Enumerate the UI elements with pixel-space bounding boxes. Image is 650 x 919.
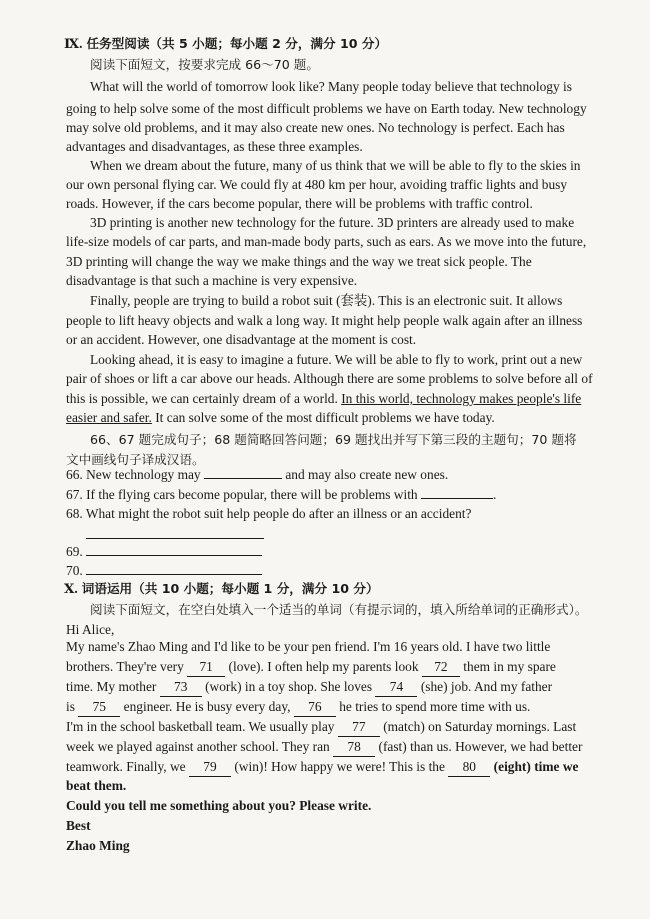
letter-text: (she) job. And my father (420, 679, 553, 694)
letter-text: he tries to spend more time with us. (339, 699, 531, 714)
answer-blank-69[interactable] (86, 543, 262, 556)
section-10-number: Ⅹ. (64, 581, 78, 596)
section-9-heading (64, 35, 387, 53)
passage-line: Looking ahead, it is easy to imagine a future. We will be able to fly to work, print out a new (90, 352, 583, 367)
letter-signature: Zhao Ming (66, 838, 130, 853)
passage-line: 3D printing will change the way we make things and the way we treat sick people. The (66, 254, 532, 269)
letter-line: My name's Zhao Ming and I'd like to be your pen friend. I'm 16 years old. I have two little (66, 639, 551, 654)
section-10-title: 词语运用（共 10 小题；每小题 1 分，满分 10 分） (81, 581, 379, 596)
question-70-number: 70. (66, 563, 83, 578)
letter-line (66, 698, 530, 717)
passage-line: our own personal flying car. We could fly at 480 km per hour, avoiding traffic lights and busy (66, 177, 568, 192)
passage-line: disadvantage is that such a machine is very expensive. (66, 273, 358, 288)
letter-text: I'm in the school basketball team. We usually play (66, 719, 335, 734)
letter-text: (fast) than us. However, we had better (378, 739, 583, 754)
letter-text: brothers. They're very (66, 659, 184, 674)
question-66-text-end: and may also create new ones. (285, 467, 449, 482)
letter-text: (win)! How happy we were! This is the (234, 759, 445, 774)
letter-greeting: Hi Alice, (66, 622, 115, 637)
blank-71[interactable]: 71 (187, 658, 225, 677)
passage-text: this is possible, we can certainly dream of a world. (66, 391, 342, 406)
passage-text: It can solve some of the most difficult problems we have today. (151, 410, 495, 425)
letter-line (66, 678, 552, 697)
underlined-sentence-part-1: In this world, technology makes people's life (341, 391, 582, 406)
question-70 (66, 562, 262, 580)
passage-line: pair of shoes or lift a car above our heads. Although there are some problems to solve before all of (66, 371, 593, 386)
letter-text: engineer. He is busy every day, (123, 699, 291, 714)
letter-text: time. My mother (66, 679, 157, 694)
passage-line: may solve old problems, and it may also create new ones. No technology is perfect. Each has (66, 120, 565, 135)
letter-closing: Best (66, 818, 91, 833)
blank-75[interactable]: 75 (78, 698, 120, 717)
answer-blank-70[interactable] (86, 562, 262, 575)
blank-78[interactable]: 78 (333, 738, 375, 757)
section-9-number: Ⅸ. (64, 36, 83, 51)
section-9-instruction: 阅读下面短文，按要求完成 66～70 题。 (90, 57, 319, 72)
question-68: 68. What might the robot suit help people do after an illness or an accident? (66, 506, 472, 521)
letter-text: teamwork. Finally, we (66, 759, 186, 774)
blank-80[interactable]: 80 (448, 758, 490, 777)
blank-72[interactable]: 72 (422, 658, 460, 677)
question-67-period: . (492, 487, 497, 502)
blank-79[interactable]: 79 (189, 758, 231, 777)
answer-blank-66[interactable] (204, 466, 282, 479)
blank-77[interactable]: 77 (338, 718, 380, 737)
passage-line: 3D printing is another new technology for the future. 3D printers are already used to make (90, 215, 575, 230)
section-10-heading (64, 580, 379, 598)
letter-text: them in my spare (463, 659, 556, 674)
task-instruction: 66、67 题完成句子；68 题简略回答问题；69 题找出并写下第三段的主题句；70 题将 (90, 432, 577, 447)
question-67 (66, 486, 496, 504)
passage-line: people to lift heavy objects and walk a long way. It might help people walk again after an illness (66, 313, 583, 328)
passage-line: or an accident. However, one disadvantage at the moment is cost. (66, 332, 417, 347)
passage-line: going to help solve some of the most difficult problems we have on Earth today. New technology (66, 101, 587, 116)
passage-line: Finally, people are trying to build a robot suit (套装). This is an electronic suit. It allows (90, 293, 563, 308)
letter-line (66, 658, 556, 677)
blank-76[interactable]: 76 (294, 698, 336, 717)
passage-line: When we dream about the future, many of us think that we will be able to fly to the skies in (90, 158, 581, 173)
passage-line-with-underline (66, 409, 495, 427)
letter-line (66, 738, 582, 757)
passage-line: roads. However, if the cars become popular, there will be problems with traffic control. (66, 196, 533, 211)
letter-line: Could you tell me something about you? Please write. (66, 798, 372, 813)
question-69-number: 69. (66, 544, 83, 559)
letter-text: week we played against another school. They ran (66, 739, 330, 754)
underlined-sentence-part-2: easier and safer. (66, 410, 152, 425)
passage-line: life-size models of car parts, and man-made body parts, such as ears. As we move into the future, (66, 234, 587, 249)
letter-text: (eight) time we (493, 759, 579, 774)
letter-text: (love). I often help my parents look (228, 659, 419, 674)
section-10-instruction: 阅读下面短文，在空白处填入一个适当的单词（有提示词的，填入所给单词的正确形式）。 (90, 602, 588, 617)
letter-line: beat them. (66, 778, 127, 793)
question-67-text: 67. If the flying cars become popular, there will be problems with (66, 487, 418, 502)
blank-73[interactable]: 73 (160, 678, 202, 697)
letter-text: (work) in a toy shop. She loves (205, 679, 373, 694)
task-instruction: 文中画线句子译成汉语。 (66, 452, 205, 467)
passage-line-with-underline (66, 390, 581, 408)
letter-text: is (66, 699, 75, 714)
section-9-title: 任务型阅读（共 5 小题；每小题 2 分，满分 10 分） (86, 36, 388, 51)
answer-line-68[interactable] (86, 538, 264, 539)
question-69 (66, 543, 262, 561)
blank-74[interactable]: 74 (375, 678, 417, 697)
letter-line (66, 758, 578, 777)
question-66 (66, 466, 448, 484)
letter-text: (match) on Saturday mornings. Last (383, 719, 577, 734)
letter-line (66, 718, 576, 737)
question-66-text: 66. New technology may (66, 467, 201, 482)
passage-line: advantages and disadvantages, as these three examples. (66, 139, 363, 154)
passage-line: What will the world of tomorrow look like? Many people today believe that technology is (90, 79, 572, 94)
answer-blank-67[interactable] (421, 486, 493, 499)
